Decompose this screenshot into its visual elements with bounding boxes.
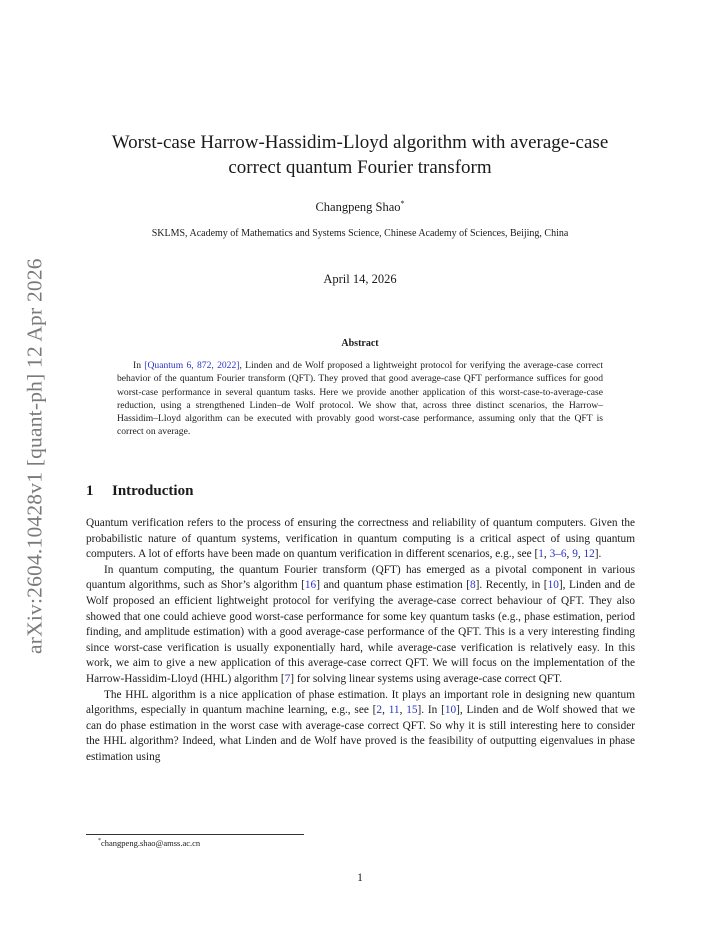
paragraph-text: ]. Recently, in [ bbox=[475, 579, 548, 592]
paragraph bbox=[86, 516, 635, 563]
author-footnote-mark: * bbox=[400, 199, 405, 208]
footnote-rule bbox=[86, 834, 304, 835]
citation-separator: , bbox=[577, 548, 584, 561]
citation-link[interactable]: 16 bbox=[304, 579, 317, 592]
section-number: 1 bbox=[86, 483, 94, 499]
footnote-email: changpeng.shao@amss.ac.cn bbox=[101, 838, 201, 848]
paragraph-text: ] for solving linear systems using average-case correct QFT. bbox=[290, 672, 563, 685]
abstract-text: In bbox=[133, 360, 145, 371]
citation-link[interactable]: 1 bbox=[538, 548, 544, 561]
section-heading bbox=[86, 483, 193, 500]
citation-link[interactable]: 11 bbox=[388, 704, 400, 717]
citation-separator: , bbox=[382, 704, 389, 717]
paragraph bbox=[86, 688, 635, 766]
abstract-body bbox=[117, 359, 603, 439]
citation-link[interactable]: 2 bbox=[376, 704, 383, 717]
abstract-heading: Abstract bbox=[341, 338, 379, 349]
paragraph-text: In quantum computing, the quantum Fourier transform (QFT) has emerged as a pivotal component in various quantum algorithms, such as Shor’s algorithm [ bbox=[86, 563, 635, 592]
title-line-2: correct quantum Fourier transform bbox=[228, 157, 492, 178]
affiliation: SKLMS, Academy of Mathematics and Systems Science, Chinese Academy of Sciences, Beijing, China bbox=[151, 228, 569, 239]
footnote bbox=[98, 838, 200, 848]
paragraph bbox=[86, 563, 635, 688]
citation-link[interactable]: 10 bbox=[444, 704, 457, 717]
citation-link[interactable]: 10 bbox=[547, 579, 559, 592]
paragraph-text: ]. In [ bbox=[417, 704, 445, 717]
paper-date: April 14, 2026 bbox=[323, 272, 397, 286]
paper-title bbox=[60, 130, 660, 180]
citation-separator: , bbox=[566, 548, 573, 561]
paragraph-text: Quantum verification refers to the process of ensuring the correctness and reliability of quantum computers. Given the probabilistic nature of quantum systems, verification in quantum computing is a critical aspect of using quantum computers. A lot of efforts have been made on quantum verification in different scenarios, e.g., see [ bbox=[86, 517, 635, 561]
paragraph-text: ], Linden and de Wolf proposed an efficient lightweight protocol for verifying the average-case correct behaviour of QFT. They also showed that one could achieve good worst-case performance for some key quantum tasks (e.g., phase estimation, period finding, and amplitude estimation) with a good average-case performance of the QFT. This is a very interesting finding since worst-case verification is usually exponentially hard, while average-case verification is relatively easy. In this work, we aim to give a new application of this average-case correct QFT. We will focus on the implementation of the Harrow-Hassidim-Lloyd (HHL) algorithm [ bbox=[86, 579, 635, 685]
paragraph-text: ]. bbox=[594, 548, 602, 561]
author-name bbox=[0, 199, 720, 215]
citation-link[interactable]: [Quantum 6, 872, 2022] bbox=[144, 360, 240, 371]
author-text: Changpeng Shao bbox=[315, 200, 401, 215]
citation-link[interactable]: 8 bbox=[469, 579, 476, 592]
citation-link[interactable]: 12 bbox=[583, 548, 595, 561]
citation-link[interactable]: 9 bbox=[572, 548, 578, 561]
section-title: Introduction bbox=[112, 483, 194, 499]
citation-link[interactable]: 3–6 bbox=[549, 548, 567, 561]
citation-link[interactable]: 15 bbox=[406, 704, 418, 717]
paragraph-text: The HHL algorithm is a nice application of phase estimation. It plays an important role in designing new quantum algorithms, especially in quantum machine learning, e.g., see [ bbox=[86, 688, 635, 717]
arxiv-side-stamp: arXiv:2604.10428v1 [quant-ph] 12 Apr 2026 bbox=[22, 258, 47, 654]
citation-separator: , bbox=[543, 548, 550, 561]
citation-link[interactable]: 7 bbox=[284, 672, 291, 685]
paragraph-text: ], Linden and de Wolf showed that we can do phase estimation in the worst case with average-case correct QFT. So why it is still interesting here to consider the HHL algorithm? Indeed, what Linden and de Wolf have proved is the feasibility of outputting eigenvalues in phase estimation using bbox=[86, 704, 635, 763]
paragraph-text: ] and quantum phase estimation [ bbox=[316, 579, 470, 592]
title-line-1: Worst-case Harrow-Hassidim-Lloyd algorithm with average-case bbox=[111, 132, 609, 153]
page-number: 1 bbox=[357, 872, 363, 884]
body-text bbox=[86, 516, 635, 766]
citation-separator: , bbox=[399, 704, 407, 717]
abstract-text: , Linden and de Wolf proposed a lightweight protocol for verifying the average-case correct behavior of the quantum Fourier transform (QFT). They proved that good average-case QFT performance suffices for good worst-case performance in several quantum tasks. Here we provide another application of this worst-case-to-average-case reduction, using a strengthened Linden–de Wolf protocol. We show that, across three distinct scenarios, the Harrow–Hassidim–Lloyd algorithm can be executed with provably good worst-case performance, assuming only that the QFT is correct on average. bbox=[117, 360, 603, 438]
footnote-mark: * bbox=[98, 838, 101, 845]
